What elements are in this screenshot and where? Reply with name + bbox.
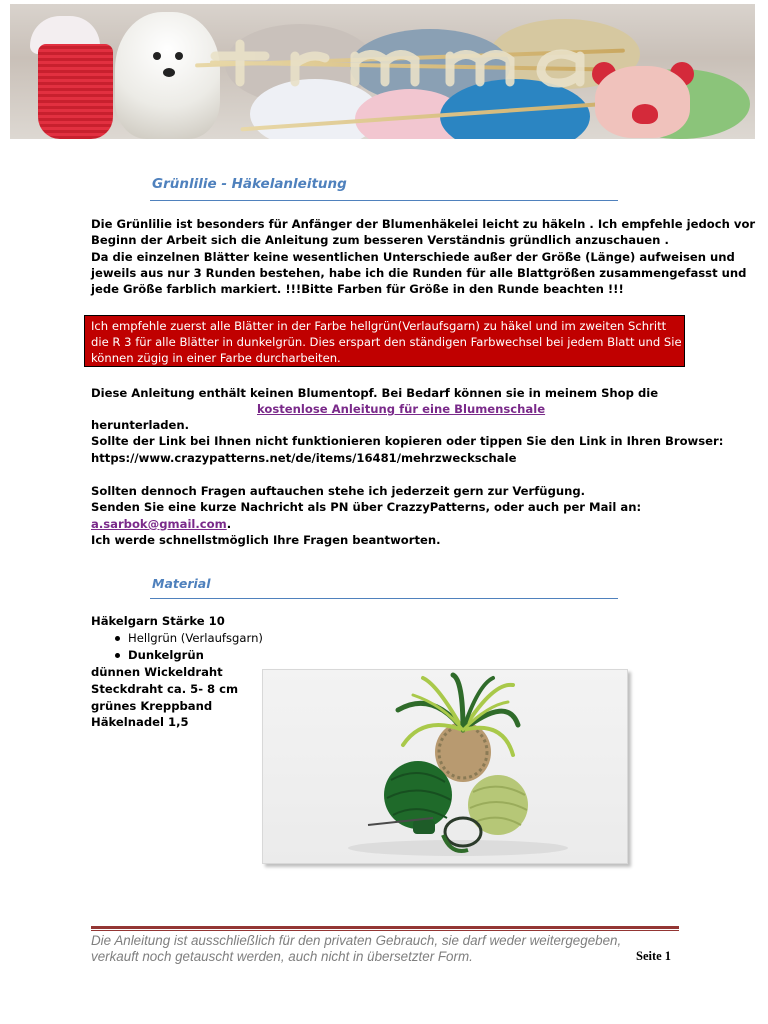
header-banner-image (10, 4, 755, 139)
email-link[interactable]: a.sarbok@gmail.com (91, 516, 227, 531)
footer-rule (91, 926, 679, 929)
free-pattern-link[interactable]: kostenlose Anleitung für eine Blumenschale (257, 402, 546, 416)
list-item: Häkelnadel 1,5 (91, 715, 189, 730)
shop-line: Diese Anleitung enthält keinen Blumentopf. Bei Bedarf können sie in meinem Shop die (91, 386, 659, 400)
material-heading: Material (152, 576, 211, 591)
footer-rule-thin (91, 930, 679, 931)
intro-line: jede Größe farblich markiert. !!!Bitte Farben für Größe in den Runde beachten !!! (91, 282, 624, 297)
list-item: Steckdraht ca. 5- 8 cm (91, 681, 239, 696)
title-underline (150, 175, 618, 201)
materials-list (91, 613, 263, 731)
materials-photo (262, 669, 628, 864)
notice-line: können zügig in einer Farbe durcharbeiten. (91, 351, 341, 365)
footer-disclaimer (91, 933, 621, 965)
list-item: Dunkelgrün (91, 647, 263, 664)
intro-line: jeweils aus nur 3 Runden bestehen, habe ich die Runden für alle Blattgrößen zusammengefasst und (91, 265, 747, 280)
shop-line: Sollte der Link bei Ihnen nicht funktionieren kopieren oder tippen Sie den Link in Ihren Browser: (91, 434, 724, 449)
email-suffix: . (226, 516, 232, 531)
list-item: grünes Kreppband (91, 698, 213, 713)
footer-line: Die Anleitung ist ausschließlich für den privaten Gebrauch, sie darf weder weitergegeben, (91, 933, 622, 948)
shop-paragraph-cont (91, 417, 724, 466)
notice-line: Ich empfehle zuerst alle Blätter in der Farbe hellgrün(Verlaufsgarn) zu häkel und im zweiten Schritt (91, 319, 667, 333)
yarn-line: Häkelgarn Stärke 10 (91, 614, 225, 628)
shop-line: herunterladen. (91, 418, 190, 432)
material-underline (150, 575, 618, 599)
page-title: Grünlilie - Häkelanleitung (152, 176, 347, 192)
intro-line: Da die einzelnen Blätter keine wesentlichen Unterschiede außer der Größe (Länge) aufweisen und (91, 249, 735, 264)
contact-line: Ich werde schnellstmöglich Ihre Fragen beantworten. (91, 532, 441, 547)
shop-url: https://www.crazypatterns.net/de/items/16481/mehrzweckschale (91, 450, 517, 465)
notice-box (84, 315, 685, 367)
yarn-logo-lettering (200, 34, 620, 92)
list-item: Hellgrün (Verlaufsgarn) (91, 630, 263, 647)
intro-line: Die Grünlilie ist besonders für Anfänger der Blumenhäkelei leicht zu häkeln . Ich empfehle jedoch vor (91, 217, 756, 231)
shop-paragraph (91, 385, 681, 401)
intro-line: Beginn der Arbeit sich die Anleitung zum besseren Verständnis gründlich anzuschauen . (91, 233, 669, 248)
intro-paragraph (91, 216, 756, 297)
footer-line: verkauft noch getauscht werden, auch nicht in übersetzter Form. (91, 949, 473, 964)
contact-line: Sollten dennoch Fragen auftauchen stehe ich jederzeit gern zur Verfügung. (91, 484, 586, 498)
notice-line: die R 3 für alle Blätter in dunkelgrün. Dies erspart den ständigen Farbwechsel bei jedem Blatt und Sie (91, 335, 682, 349)
page-number: Seite 1 (636, 949, 672, 963)
list-item: dünnen Wickeldraht (91, 664, 223, 679)
contact-line: Senden Sie eine kurze Nachricht als PN über CrazzyPatterns, oder auch per Mail an: (91, 500, 642, 515)
contact-paragraph (91, 483, 681, 548)
plant-and-yarn-illustration (263, 670, 628, 864)
